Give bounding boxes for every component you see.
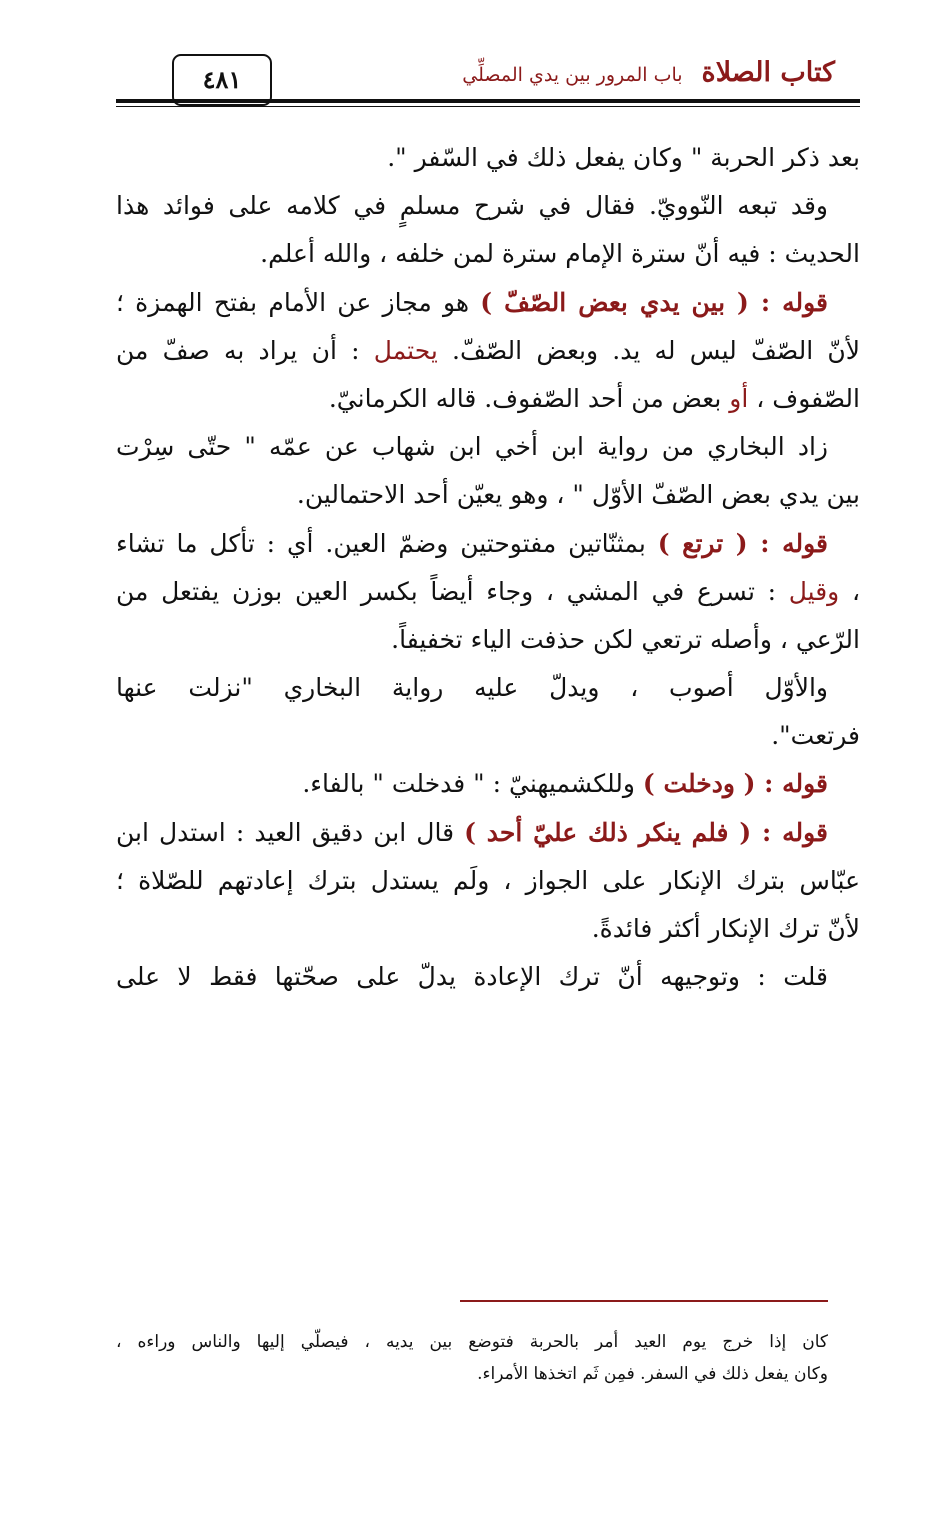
text-segment: فرتعت".: [771, 721, 860, 751]
footnote: [116, 1326, 828, 1390]
text-segment: ،: [839, 576, 860, 606]
text-line: [116, 327, 860, 375]
text-line: [116, 568, 860, 616]
text-line: [116, 471, 860, 519]
highlight-word: وقيل: [788, 576, 840, 606]
text-line: [116, 134, 860, 182]
text-line: [116, 953, 860, 1001]
text-segment: : أن يراد به صفّ من: [116, 335, 374, 365]
text-segment: بمثنّاتين مفتوحتين وضمّ العين. أي : تأكل ما تشاء: [116, 528, 658, 558]
text-segment: الحديث : فيه أنّ سترة الإمام سترة لمن خلفه ، والله أعلم.: [260, 239, 860, 269]
text-line: [116, 760, 860, 808]
text-segment: وللكشميهنيّ : " فدخلت " بالفاء.: [302, 769, 643, 799]
text-segment: وقد تبعه النّوويّ. فقال في شرح مسلمٍ في كلامه على فوائد هذا: [116, 191, 828, 221]
text-segment: الصّفوف ،: [748, 383, 860, 413]
footnote-line: وكان يفعل ذلك في السفر. فمِن ثَم اتخذها الأمراء.: [477, 1364, 828, 1384]
text-line: [116, 616, 860, 664]
highlight-word: أو: [729, 383, 749, 413]
text-segment: لأنّ الصّفّ ليس له يد. وبعض الصّفّ.: [437, 335, 860, 365]
lead-phrase: قوله : ( ودخلت ): [642, 769, 828, 799]
lead-phrase: قوله : ( فلم ينكر ذلك عليّ أحد ): [464, 817, 828, 847]
footnote-separator: [460, 1300, 828, 1302]
text-segment: عبّاس بترك الإنكار على الجواز ، ولَم يستدل بترك إعادتهم للصّلاة ؛: [116, 865, 860, 895]
text-segment: : تسرع في المشي ، وجاء أيضاً بكسر العين بوزن يفتعل من: [116, 576, 789, 606]
header-rule-thick: [116, 99, 860, 103]
text-line: [116, 520, 860, 568]
running-header: [462, 56, 835, 92]
text-segment: بعض من أحد الصّفوف. قاله الكرمانيّ.: [328, 383, 730, 413]
text-line: [116, 230, 860, 278]
text-line: [116, 857, 860, 905]
text-line: [116, 809, 860, 857]
text-segment: هو مجاز عن الأمام بفتح الهمزة ؛: [116, 287, 481, 317]
text-line: [116, 375, 860, 423]
book-title: كتاب الصلاة: [701, 57, 835, 88]
text-segment: بعد ذكر الحربة " وكان يفعل ذلك في السّفر ".: [387, 143, 860, 172]
text-segment: قلت : وتوجيهه أنّ ترك الإعادة يدلّ على صحّتها فقط لا على: [116, 962, 828, 992]
text-segment: بين يدي بعض الصّفّ الأوّل " ، وهو يعيّن أحد الاحتمالين.: [296, 480, 860, 510]
text-segment: والأوّل أصوب ، ويدلّ عليه رواية البخاري "نزلت عنها: [116, 673, 828, 703]
text-segment: قال ابن دقيق العيد : استدل ابن: [116, 817, 465, 847]
text-line: [116, 279, 860, 327]
text-line: [116, 664, 860, 712]
text-segment: زاد البخاري من رواية ابن أخي ابن شهاب عن عمّه " حتّى سِرْت: [116, 432, 828, 462]
text-line: [116, 712, 860, 760]
header-rule-thin: [116, 106, 860, 107]
text-line: [116, 905, 860, 953]
lead-phrase: قوله : ( بين يدي بعض الصّفّ ): [480, 287, 828, 317]
text-segment: لأنّ ترك الإنكار أكثر فائدةً.: [591, 914, 860, 943]
page-number: ٤٨١: [202, 65, 242, 94]
lead-phrase: قوله : ( ترتع ): [657, 528, 829, 558]
body-text: [116, 134, 860, 1001]
text-line: [116, 182, 860, 230]
text-segment: الرّعي ، وأصله ترتعي لكن حذفت الياء تخفيفاً.: [391, 624, 860, 654]
chapter-title: باب المرور بين يدي المصلِّي: [462, 64, 683, 86]
highlight-word: يحتمل: [373, 335, 438, 365]
text-line: [116, 423, 860, 471]
footnote-line: كان إذا خرج يوم العيد أمر بالحربة فتوضع بين يديه ، فيصلّي إليها والناس وراءه ،: [116, 1332, 828, 1352]
